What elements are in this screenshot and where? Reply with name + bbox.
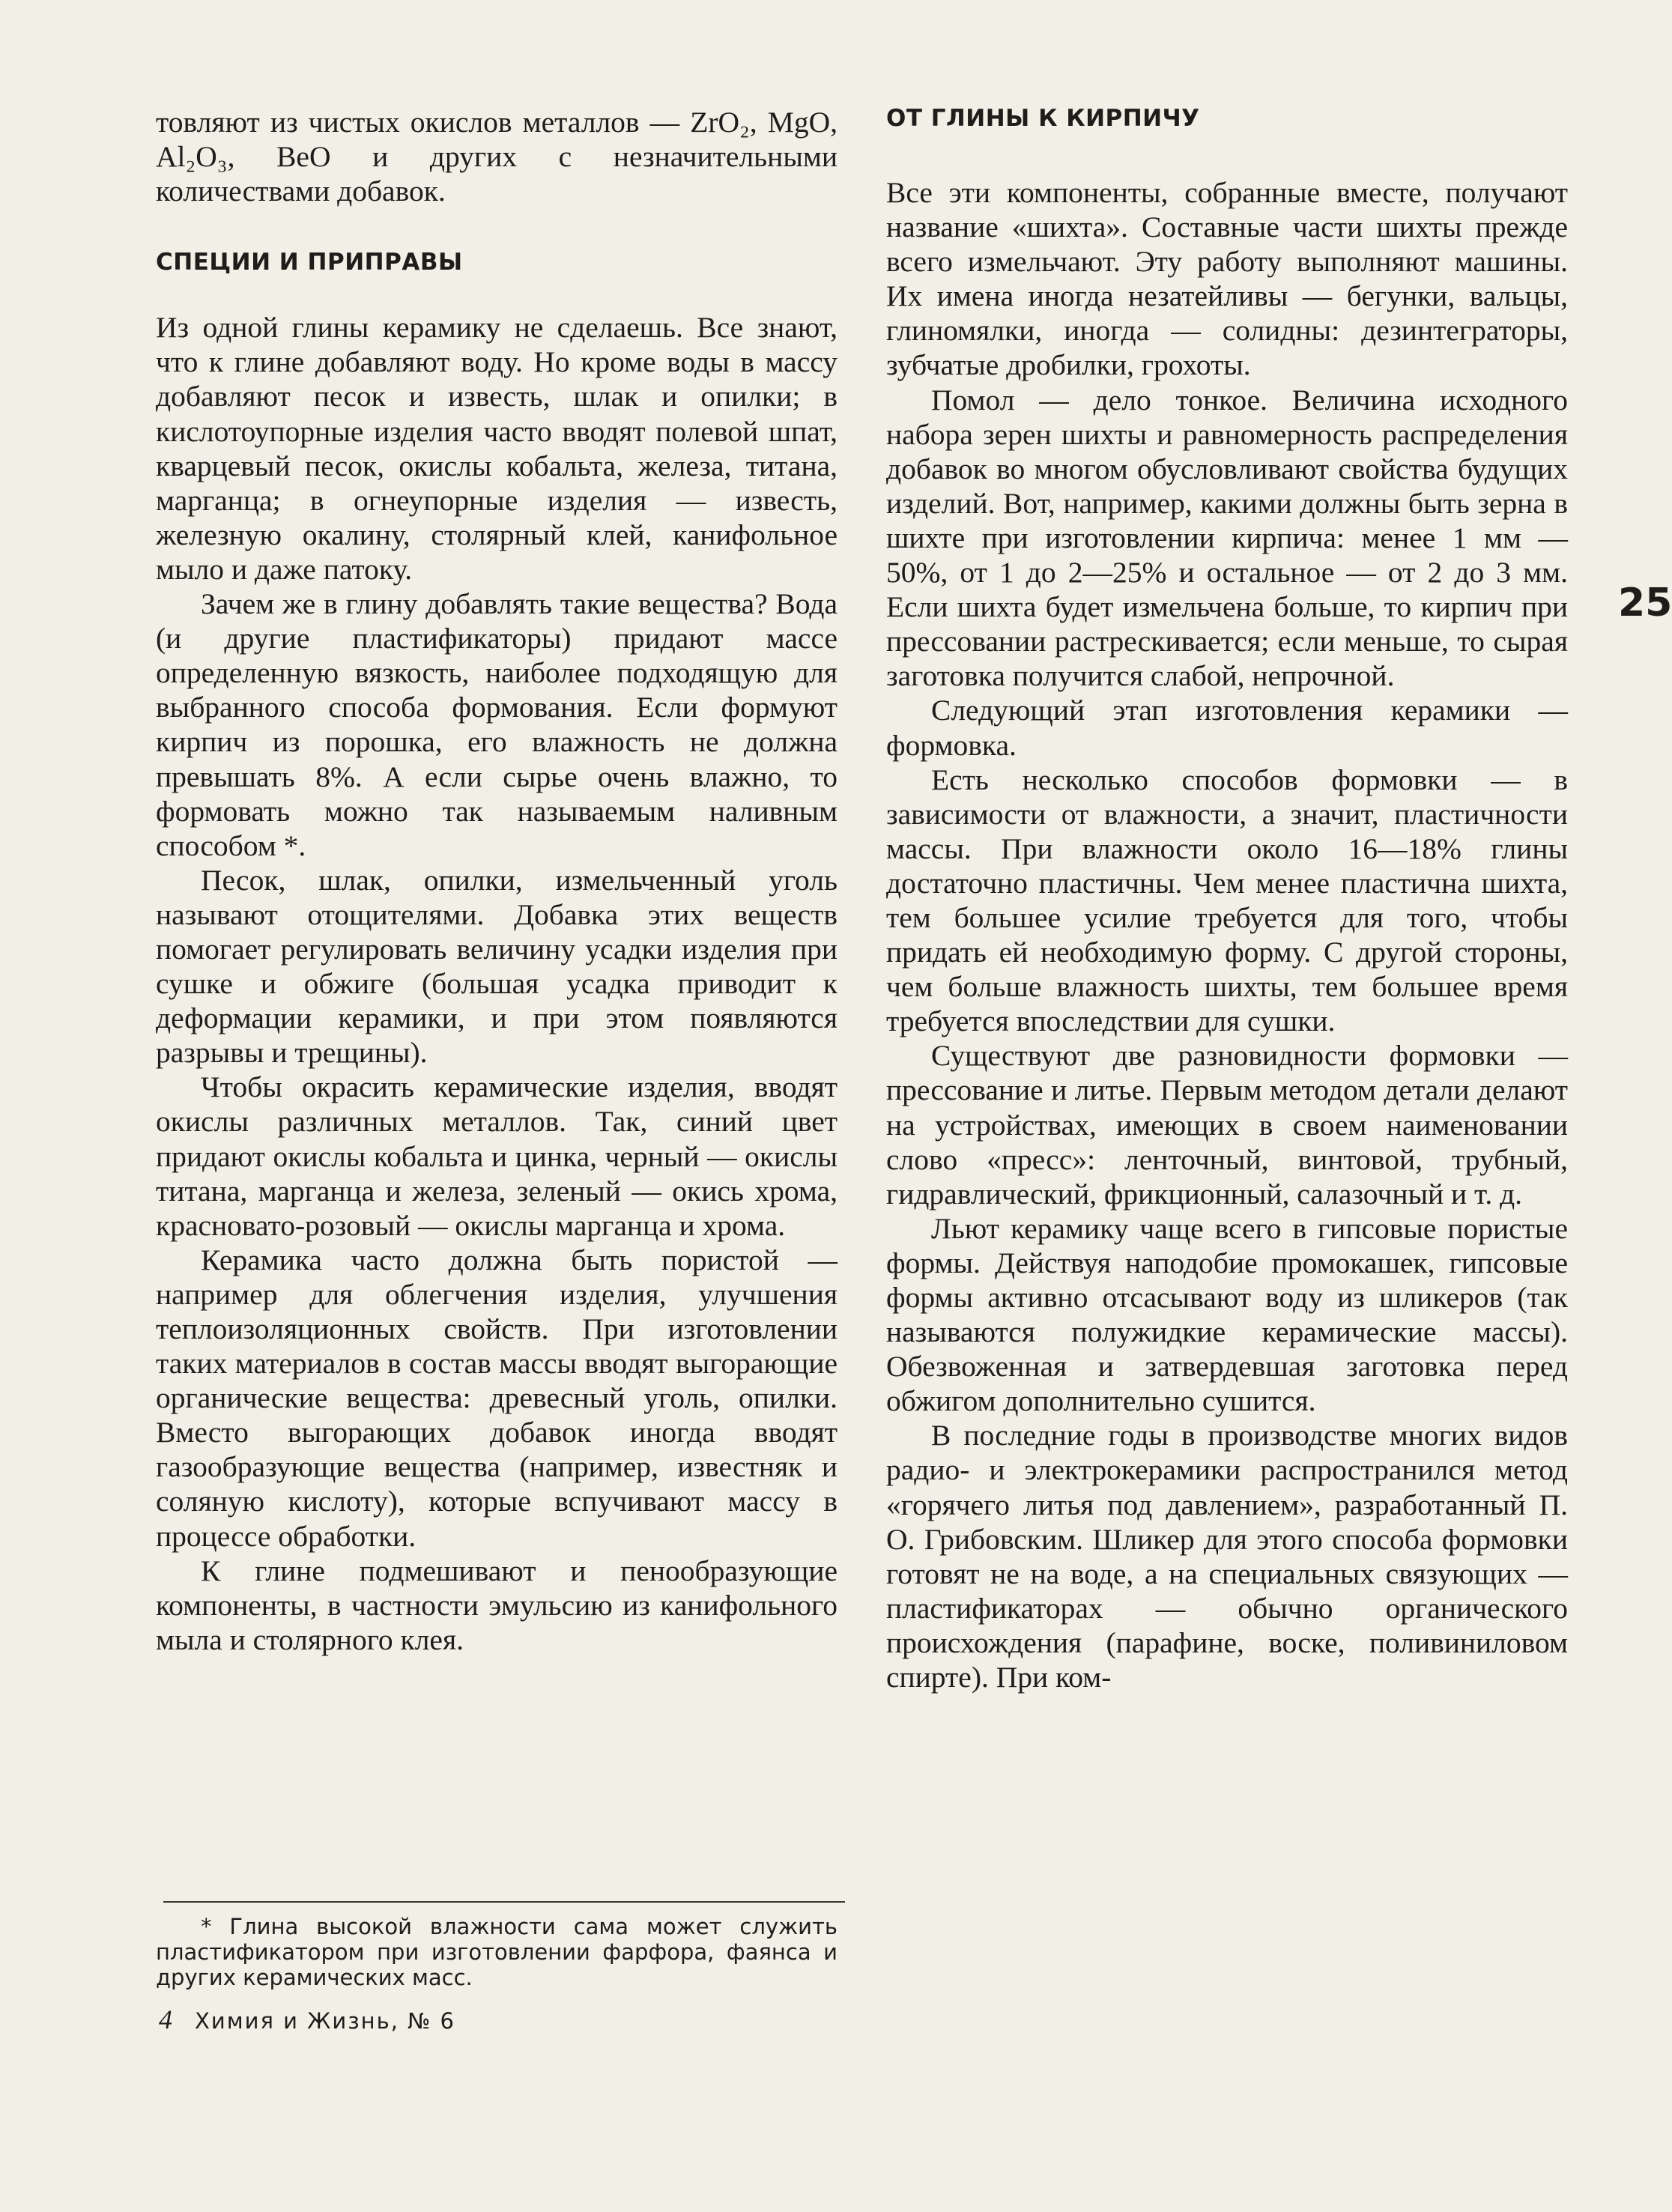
intro-paragraph: товляют из чистых окислов металлов — ZrO₂, MgO, Al₂O₃, BeO и других с незначительными количествами добавок.: [156, 106, 837, 208]
body-paragraph: Керамика часто должна быть пористой — например для облегчения изделия, улучшения теплоизоляционных свойств. При изготовлении таких материалов в состав массы вводят выгорающие органические вещества: древесный уголь, опилки. Вместо выгорающих добавок иногда вводят газообразующие вещества (например, известняк и соляную кислоту), которые вспучивают массу в процессе обработки.: [156, 1243, 837, 1553]
right-column: [886, 103, 1568, 1694]
section-heading-spices: СПЕЦИИ И ПРИПРАВЫ: [156, 249, 463, 276]
body-paragraph: Чтобы окрасить керамические изделия, вводят окислы различных металлов. Так, синий цвет придают окислы кобальта и цинка, черный — окислы титана, марганца и железа, зеленый — окись хрома, красновато-розовый — окислы марганца и хрома.: [156, 1070, 837, 1242]
footer-journal: Химия и Жизнь, № 6: [195, 2008, 455, 2034]
body-paragraph: В последние годы в производстве многих видов радио- и электрокерамики распространился метод «горячего литья под давлением», разработанный П. О. Грибовским. Шликер для этого способа формовки готовят не на воде, а на специальных связующих — пластификаторах — обычно органического происхождения (парафине, воске, поливиниловом спирте). При ком-: [886, 1419, 1568, 1694]
body-paragraph: Все эти компоненты, собранные вместе, получают название «шихта». Составные части шихты прежде всего измельчают. Эту работу выполняют машины. Их имена иногда незатейливы — бегунки, вальцы, глиномялки, иногда — солидны: дезинтеграторы, зубчатые дробилки, грохоты.: [886, 176, 1568, 382]
body-paragraph: Помол — дело тонкое. Величина исходного набора зерен шихты и равномерность распределения добавок во многом обусловливают свойства будущих изделий. Вот, например, какими должны быть зерна в шихте при изготовлении кирпича: менее 1 мм — 50%, от 1 до 2—25% и остальное — от 2 до 3 мм. Если шихта будет измельчена больше, то кирпич при прессовании растрескивается; если меньше, то сырая заготовка получится слабой, непрочной.: [886, 383, 1568, 693]
body-paragraph: Песок, шлак, опилки, измельченный уголь называют отощителями. Добавка этих веществ помогает регулировать величину усадки изделия при сушке и обжиге (большая усадка приводит к деформации керамики, и при этом появляются разрывы и трещины).: [156, 863, 837, 1070]
page-footer: [159, 2006, 455, 2034]
section-heading-clay-to-brick: ОТ ГЛИНЫ К КИРПИЧУ: [886, 105, 1200, 132]
body-paragraph: К глине подмешивают и пенообразующие компоненты, в частности эмульсию из канифольного мыла и столярного клея.: [156, 1554, 837, 1656]
body-paragraph: Льют керамику чаще всего в гипсовые пористые формы. Действуя наподобие промокашек, гипсовые формы активно отсасывают воду из шликеров (так называются полужидкие керамические массы). Обезвоженная и затвердевшая заготовка перед обжигом дополнительно сушится.: [886, 1211, 1568, 1418]
footnote: * Глина высокой влажности сама может служить пластификатором при изготовлении фарфора, фаянса и других керамических масс.: [156, 1914, 837, 1990]
body-paragraph: Из одной глины керамику не сделаешь. Все знают, что к глине добавляют воду. Но кроме воды в массу добавляют песок и известь, шлак и опилки; в кислотоупорные изделия часто вводят полевой шпат, кварцевый песок, окислы кобальта, железа, титана, марганца; в огнеупорные изделия — известь, железную окалину, столярный клей, канифольное мыло и даже патоку.: [156, 311, 837, 586]
left-column: [156, 105, 837, 1657]
body-paragraph: Существуют две разновидности формовки — прессование и литье. Первым методом детали делают на устройствах, имеющих в своем наименовании слово «пресс»: ленточный, винтовой, трубный, гидравлический, фрикционный, салазочный и т. д.: [886, 1039, 1568, 1210]
page-number-marker: 25: [1618, 581, 1672, 625]
body-paragraph: Следующий этап изготовления керамики — формовка.: [886, 694, 1568, 762]
body-paragraph: Зачем же в глину добавлять такие вещества? Вода (и другие пластификаторы) придают массе определенную вязкость, наиболее подходящую для выбранного способа формования. Если формуют кирпич из порошка, его влажность не должна превышать 8%. А если сырье очень влажно, то формовать можно так называемым наливным способом *.: [156, 587, 837, 862]
footer-page-number: 4: [159, 2005, 174, 2034]
body-paragraph: Есть несколько способов формовки — в зависимости от влажности, а значит, пластичности массы. При влажности около 16—18% глины достаточно пластичны. Чем менее пластична шихта, тем большее усилие требуется для того, чтобы придать ей необходимую форму. С другой стороны, чем больше влажность шихты, тем большее время требуется впоследствии для сушки.: [886, 763, 1568, 1038]
footnote-divider: [163, 1901, 845, 1903]
